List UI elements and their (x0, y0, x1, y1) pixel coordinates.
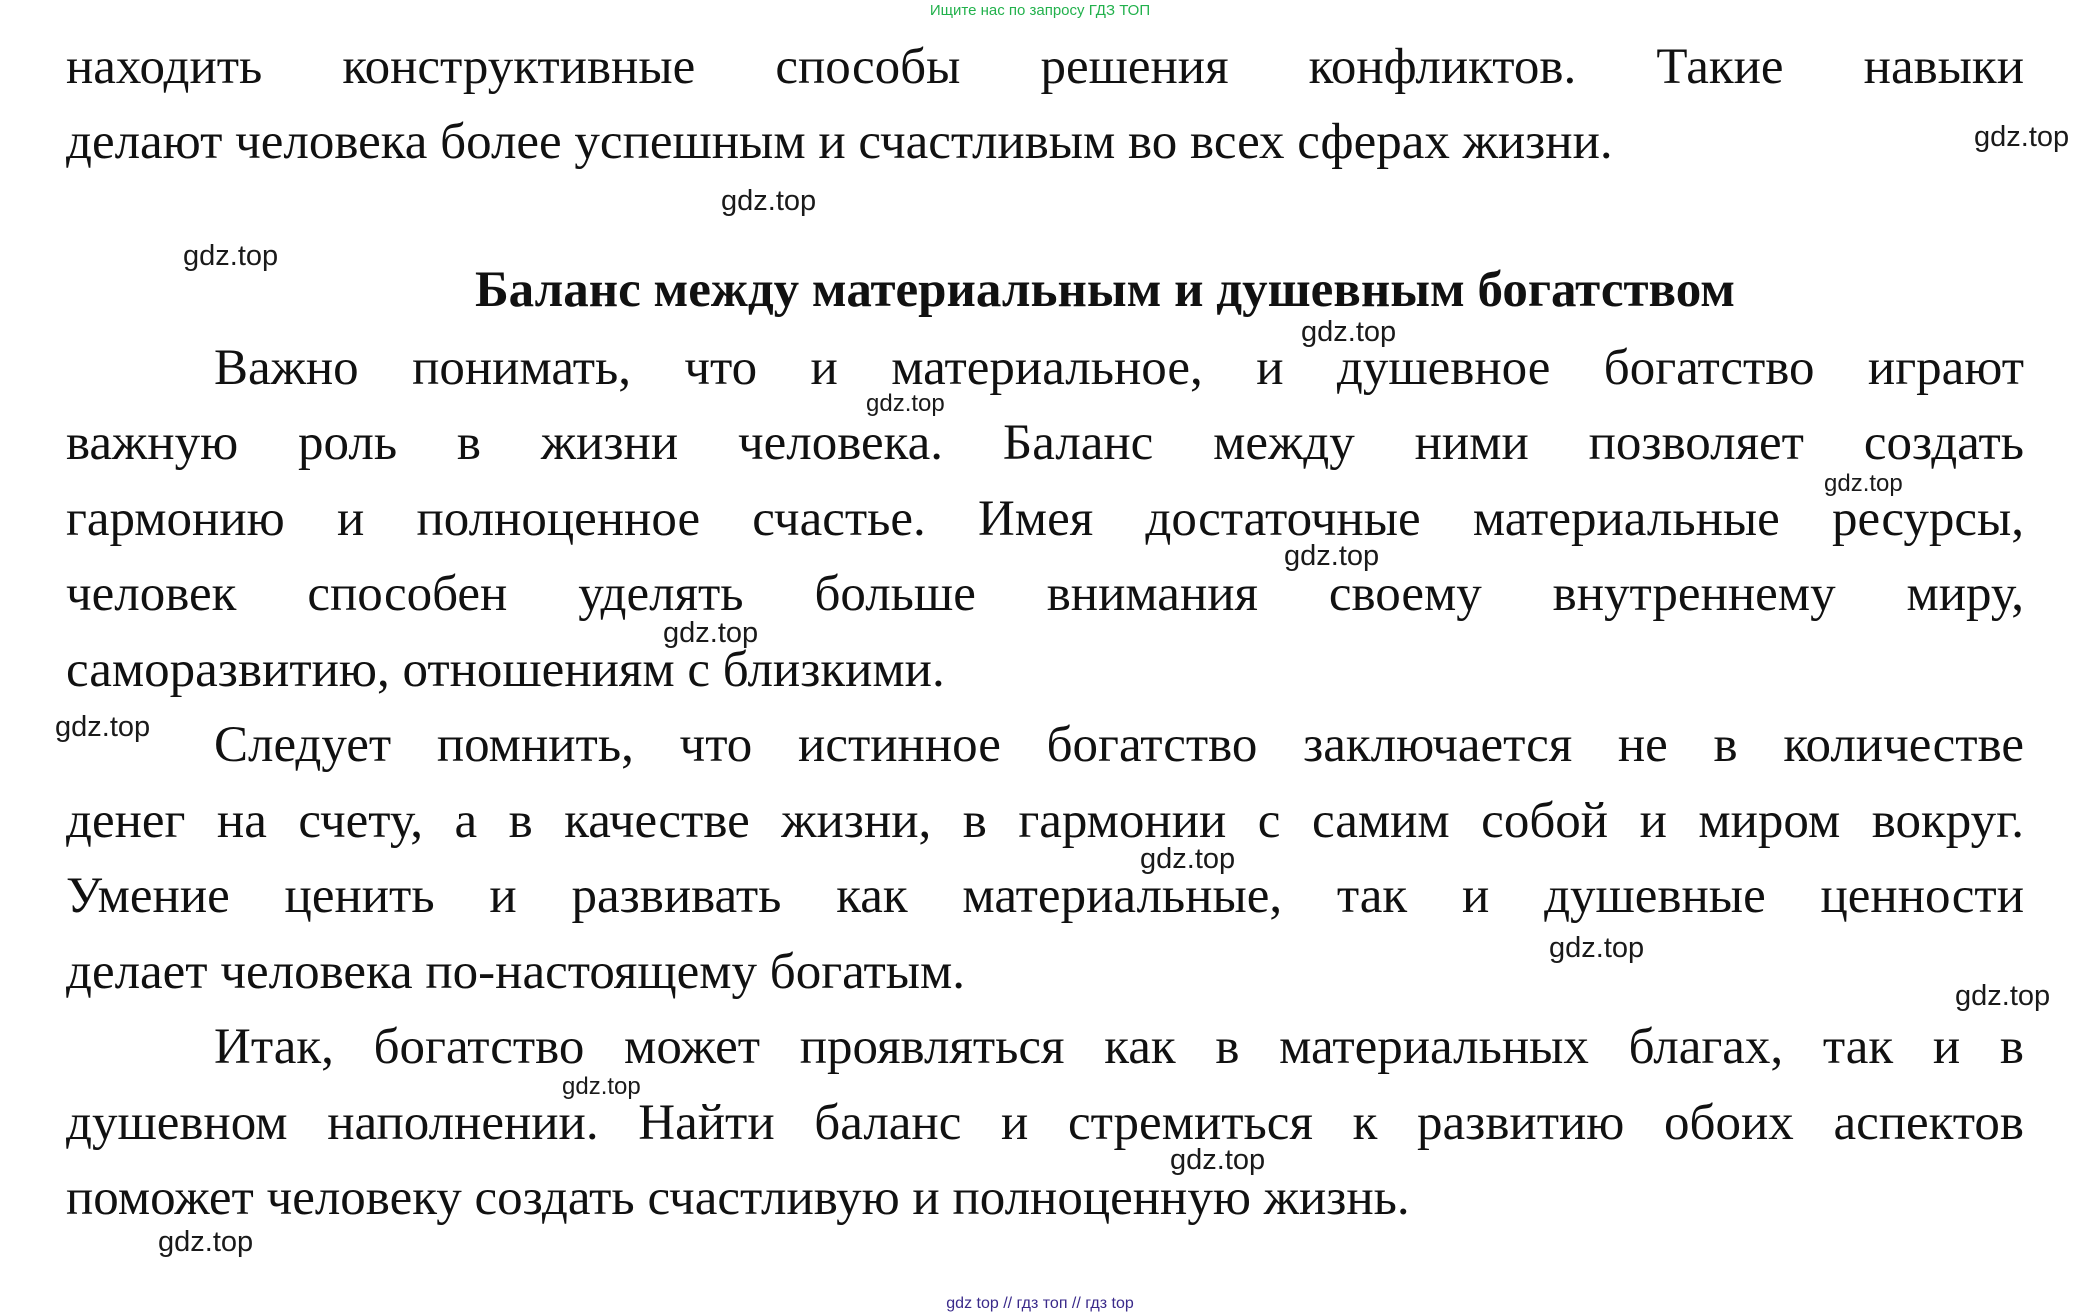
watermark: gdz.top (1974, 121, 2070, 153)
watermark: gdz.top (183, 240, 279, 272)
watermark: gdz.top (1140, 843, 1236, 875)
paragraph2-line-1: Следует помнить, что истинное богатство заключается не в количестве (214, 717, 2024, 773)
watermark: gdz.top (663, 617, 759, 649)
paragraph3-line-3: поможет человеку создать счастливую и полноценную жизнь. (66, 1170, 1410, 1226)
watermark: gdz.top (158, 1226, 254, 1258)
section-heading: Баланс между материальным и душевным богатством (474, 262, 1736, 318)
watermark: gdz.top (1549, 932, 1645, 964)
watermark: gdz.top (866, 390, 945, 417)
paragraph1-line-4: человек способен уделять больше внимания своему внутреннему миру, (66, 566, 2024, 622)
paragraph2-line-3: Умение ценить и развивать как материальные, так и душевные ценности (66, 868, 2024, 924)
search-hint: Ищите нас по запросу ГДЗ ТОП (929, 2, 1151, 19)
paragraph1-line-5: саморазвитию, отношениям с близкими. (66, 642, 945, 698)
watermark: gdz.top (1824, 470, 1903, 497)
paragraph1-line-3: гармонию и полноценное счастье. Имея достаточные материальные ресурсы, (66, 491, 2024, 547)
paragraph3-line-1: Итак, богатство может проявляться как в материальных благах, так и в (214, 1019, 2024, 1075)
paragraph1-line-2: важную роль в жизни человека. Баланс между ними позволяет создать (66, 415, 2024, 471)
paragraph2-line-2: денег на счету, а в качестве жизни, в гармонии с самим собой и миром вокруг. (66, 793, 2024, 849)
watermark: gdz.top (562, 1073, 641, 1100)
footer-links[interactable]: gdz top // гдз топ // гдз top (946, 1295, 1134, 1312)
watermark: gdz.top (721, 185, 817, 217)
watermark: gdz.top (1301, 316, 1397, 348)
intro-line-2: делают человека более успешным и счастливым во всех сферах жизни. (66, 114, 1613, 170)
paragraph2-line-4: делает человека по-настоящему богатым. (66, 944, 966, 1000)
intro-line-1: находить конструктивные способы решения конфликтов. Такие навыки (66, 39, 2024, 95)
watermark: gdz.top (1284, 540, 1380, 572)
paragraph3-line-2: душевном наполнении. Найти баланс и стремиться к развитию обоих аспектов (66, 1095, 2024, 1151)
watermark: gdz.top (1955, 980, 2051, 1012)
watermark: gdz.top (1170, 1144, 1266, 1176)
paragraph1-line-1: Важно понимать, что и материальное, и душевное богатство играют (214, 340, 2024, 396)
watermark: gdz.top (55, 711, 151, 743)
